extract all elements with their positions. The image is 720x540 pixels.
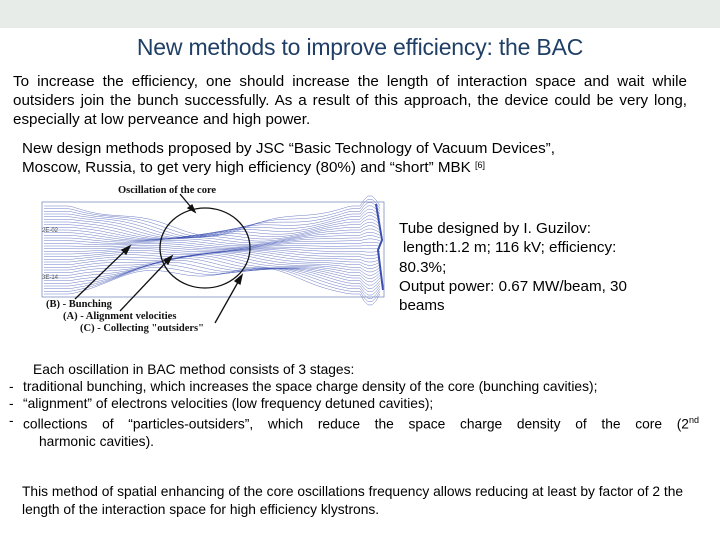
alignment-label: (A) - Alignment velocities <box>63 311 177 322</box>
stage-text-3 <box>23 412 699 433</box>
tube-line-4: Output power: 0.67 MW/beam, 30 <box>399 277 627 295</box>
stages-lead: Each oscillation in BAC method consists of 3 stages: <box>33 362 355 377</box>
stage-text-1: traditional bunching, which increases the space charge density of the core (bunching cavities); <box>23 379 598 394</box>
stage-dash-1: - <box>9 379 14 394</box>
design-methods-paragraph <box>22 139 682 177</box>
trajectory-line <box>44 262 380 295</box>
tube-specs <box>399 219 689 315</box>
stages-list <box>9 361 699 450</box>
stage-item-1 <box>9 378 699 395</box>
electron-trajectories <box>44 196 383 305</box>
tube-line-3: 80.3%; <box>399 258 447 276</box>
bac-trajectory-figure <box>30 180 390 340</box>
slide-title: New methods to improve efficiency: the BAC <box>136 34 584 60</box>
design-line-2-text: Moscow, Russia, to get very high efficiency (80%) and “short” MBK <box>22 159 471 176</box>
conclusion-paragraph: This method of spatial enhancing of the core oscillations frequency allows reducing at least by factor of 2 the length of the interaction space for high efficiency klystrons. <box>22 484 684 517</box>
stage-item-3 <box>9 412 699 433</box>
stage-text-3-main: collections of “particles-outsiders”, which reduce the space charge density of the core (2 <box>23 416 689 432</box>
tube-line-2: length:1.2 m; 116 kV; efficiency: <box>403 239 617 257</box>
trajectory-line <box>44 242 380 248</box>
collecting-label: (C) - Collecting "outsiders" <box>80 323 204 334</box>
oscillation-label: Oscillation of the core <box>118 185 217 196</box>
stage-text-3-sup: nd <box>688 415 699 425</box>
reference-marker: [6] <box>475 160 486 170</box>
slide-top-bar <box>0 0 720 28</box>
intro-paragraph: To increase the efficiency, one should increase the length of interaction space and wait while outsiders join the bunch successfully. As a result of this approach, the device could be very long, especially at low perveance and high power. <box>13 73 687 128</box>
stage-dash-2: - <box>9 396 14 411</box>
axis-tick-2: 3E-14 <box>42 275 59 281</box>
output-collector-edge <box>376 204 383 290</box>
tube-line-1: Tube designed by I. Guzilov: <box>399 220 591 237</box>
design-line-1: New design methods proposed by JSC “Basic Technology of Vacuum Devices”, <box>22 140 555 157</box>
axis-tick-1: 2E-02 <box>42 228 59 234</box>
stage-item-3-continuation: harmonic cavities). <box>39 433 155 449</box>
stage-dash-3: - <box>9 413 14 428</box>
stage-item-2 <box>9 395 699 412</box>
trajectory-line <box>44 236 380 246</box>
bunching-label: (B) - Bunching <box>46 299 112 310</box>
design-line-2 <box>22 158 682 177</box>
tube-line-5: beams <box>399 297 445 315</box>
stage-text-2: “alignment” of electrons velocities (low frequency detuned cavities); <box>23 396 434 411</box>
